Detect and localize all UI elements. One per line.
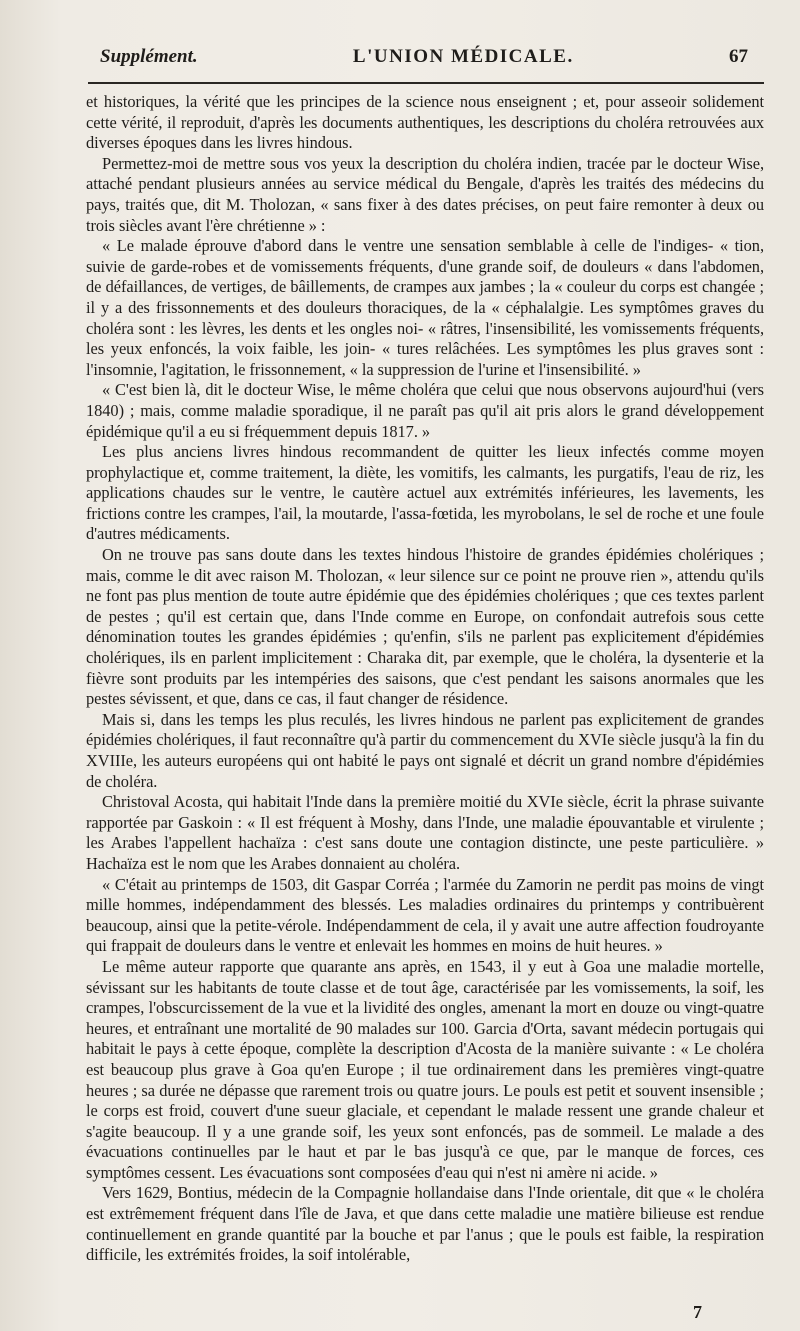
running-header xyxy=(100,46,748,76)
page-number: 67 xyxy=(729,46,748,67)
signature-mark: 7 xyxy=(693,1302,702,1322)
article-body xyxy=(86,92,764,1266)
paragraph-11: Vers 1629, Bontius, médecin de la Compagnie hollandaise dans l'Inde orientale, dit que « le choléra est extrêmement fréquent dans l'île de Java, et que dans cette maladie une matière bilieuse est rendue continuellement en grande quantité par la bouche et par l'anus ; que le pouls est faible, la respiration difficile, les extrémités froides, la soif intolérable, xyxy=(86,1183,764,1265)
paragraph-1: et historiques, la vérité que les principes de la science nous enseignent ; et, pour asseoir solidement cette vérité, il reproduit, d'après les documents authentiques, les descriptions du choléra retrouvées aux diverses époques dans les livres hindous. xyxy=(86,92,764,153)
header-rule xyxy=(88,82,764,84)
paragraph-3-quote: « Le malade éprouve d'abord dans le ventre une sensation semblable à celle de l'indiges- « tion, suivie de garde-robes et de vomissements fréquents, d'une grande soif, de douleurs « dans l'abdomen, de défaillances, de vertiges, de bâillements, de crampes aux jambes ; la « couleur du corps est changée ; il y a des frissonnements et des douleurs thoraciques, de la « céphalalgie. Les symptômes graves du choléra sont : les lèvres, les dents et les ongles noi- « râtres, l'insensibilité, les vomissements fréquents, les yeux enfoncés, la voix faible, les join- « tures relâchées. Les symptômes les plus graves sont : l'insomnie, l'agitation, le frissonnement, « la suppression de l'urine et l'insensibilité. » xyxy=(86,236,764,379)
section-label: Supplément. xyxy=(100,46,198,67)
paragraph-7: Mais si, dans les temps les plus reculés, les livres hindous ne parlent pas explicitement de grandes épidémies cholériques, il faut reconnaître qu'à partir du commencement du XVIe siècle jusqu'à la fin du XVIIIe, les auteurs européens qui ont habité le pays ont signalé et décrit un grand nombre d'épidémies de choléra. xyxy=(86,709,764,791)
paragraph-4: « C'est bien là, dit le docteur Wise, le même choléra que celui que nous observons aujourd'hui (vers 1840) ; mais, comme maladie sporadique, il ne paraît pas qu'il ait pris alors le grand développement épidémique qu'il a eu si fréquemment depuis 1817. » xyxy=(86,380,764,441)
paragraph-8: Christoval Acosta, qui habitait l'Inde dans la première moitié du XVIe siècle, écrit la phrase suivante rapportée par Gaskoin : « Il est fréquent à Moshy, dans l'Inde, une maladie épouvantable et virulente ; les Arabes l'appellent hachaïza : c'est sans doute une contagion distincte, une peste particulière. » Hachaïza est le nom que les Arabes donnaient au choléra. xyxy=(86,792,764,873)
journal-title: L'UNION MÉDICALE. xyxy=(352,46,574,67)
paragraph-5: Les plus anciens livres hindous recommandent de quitter les lieux infectés comme moyen prophylactique et, comme traitement, la diète, les vomitifs, les calmants, les purgatifs, l'eau de riz, les applications chaudes sur le ventre, le cautère actuel aux extrémités inférieures, les lavements, les frictions contre les crampes, l'ail, la moutarde, l'assa-fœtida, les myrobolans, le sel de roche et une foule d'autres médicaments. xyxy=(86,442,764,544)
paragraph-10: Le même auteur rapporte que quarante ans après, en 1543, il y eut à Goa une maladie mortelle, sévissant sur les habitants de toute classe et de tout âge, caractérisée par les vomissements, la soif, les crampes, l'obscurcissement de la vue et la lividité des ongles, amenant la mort en douze ou vingt-quatre heures, et entraînant une mortalité de 90 malades sur 100. Garcia d'Orta, savant médecin portugais qui habitait le pays à cette époque, complète la description d'Acosta de la manière suivante : « Le choléra est beaucoup plus grave à Goa qu'en Europe ; il tue ordinairement dans les premières vingt-quatre heures ; sa durée ne dépasse que rarement trois ou quatre jours. Le pouls est petit et souvent insensible ; le corps est froid, couvert d'une sueur glaciale, et cependant le malade ressent une grande chaleur et s'agite beaucoup. Il y a une grande soif, les yeux sont enfoncés, pas de sommeil. Le malade a des évacuations continuelles par le haut et par le bas jusqu'à ce que, par le manque de forces, ces symptômes cessent. Les évacuations sont composées d'eau qui n'est ni amère ni acide. » xyxy=(86,956,764,1182)
paragraph-6: On ne trouve pas sans doute dans les textes hindous l'histoire de grandes épidémies cholériques ; mais, comme le dit avec raison M. Tholozan, « leur silence sur ce point ne prouve rien », attendu qu'ils ne font pas plus mention de toute autre épidémie que des épidémies cholériques ; que ces textes parlent de pestes ; qu'il est certain que, dans l'Inde comme en Europe, on confondait autrefois sous cette dénomination toutes les grandes épidémies ; qu'enfin, s'ils ne parlent pas explicitement d'épidémies cholériques, ils en parlent implicitement : Charaka dit, par exemple, que le choléra, la dysenterie et la fièvre sont produits par les intempéries des saisons, que c'est pendant les saisons anormales que les pestes sévissent, et que, dans ce cas, il faut changer de résidence. xyxy=(86,545,764,709)
paragraph-9: « C'était au printemps de 1503, dit Gaspar Corréa ; l'armée du Zamorin ne perdit pas moins de vingt mille hommes, indépendamment des blessés. Les maladies ordinaires du printemps y contribuèrent beaucoup, ainsi que la petite-vérole. Indépendamment de cela, il y avait une autre affection foudroyante qui frappait de douleurs dans le ventre et enlevait les hommes en moins de huit heures. » xyxy=(86,874,764,956)
paragraph-2: Permettez-moi de mettre sous vos yeux la description du choléra indien, tracée par le docteur Wise, attaché pendant plusieurs années au service médical du Bengale, d'après les traités des médecins du pays, traités que, dit M. Tholozan, « sans fixer à des dates précises, on peut faire remonter à deux ou trois siècles avant l'ère chrétienne » : xyxy=(86,153,764,235)
